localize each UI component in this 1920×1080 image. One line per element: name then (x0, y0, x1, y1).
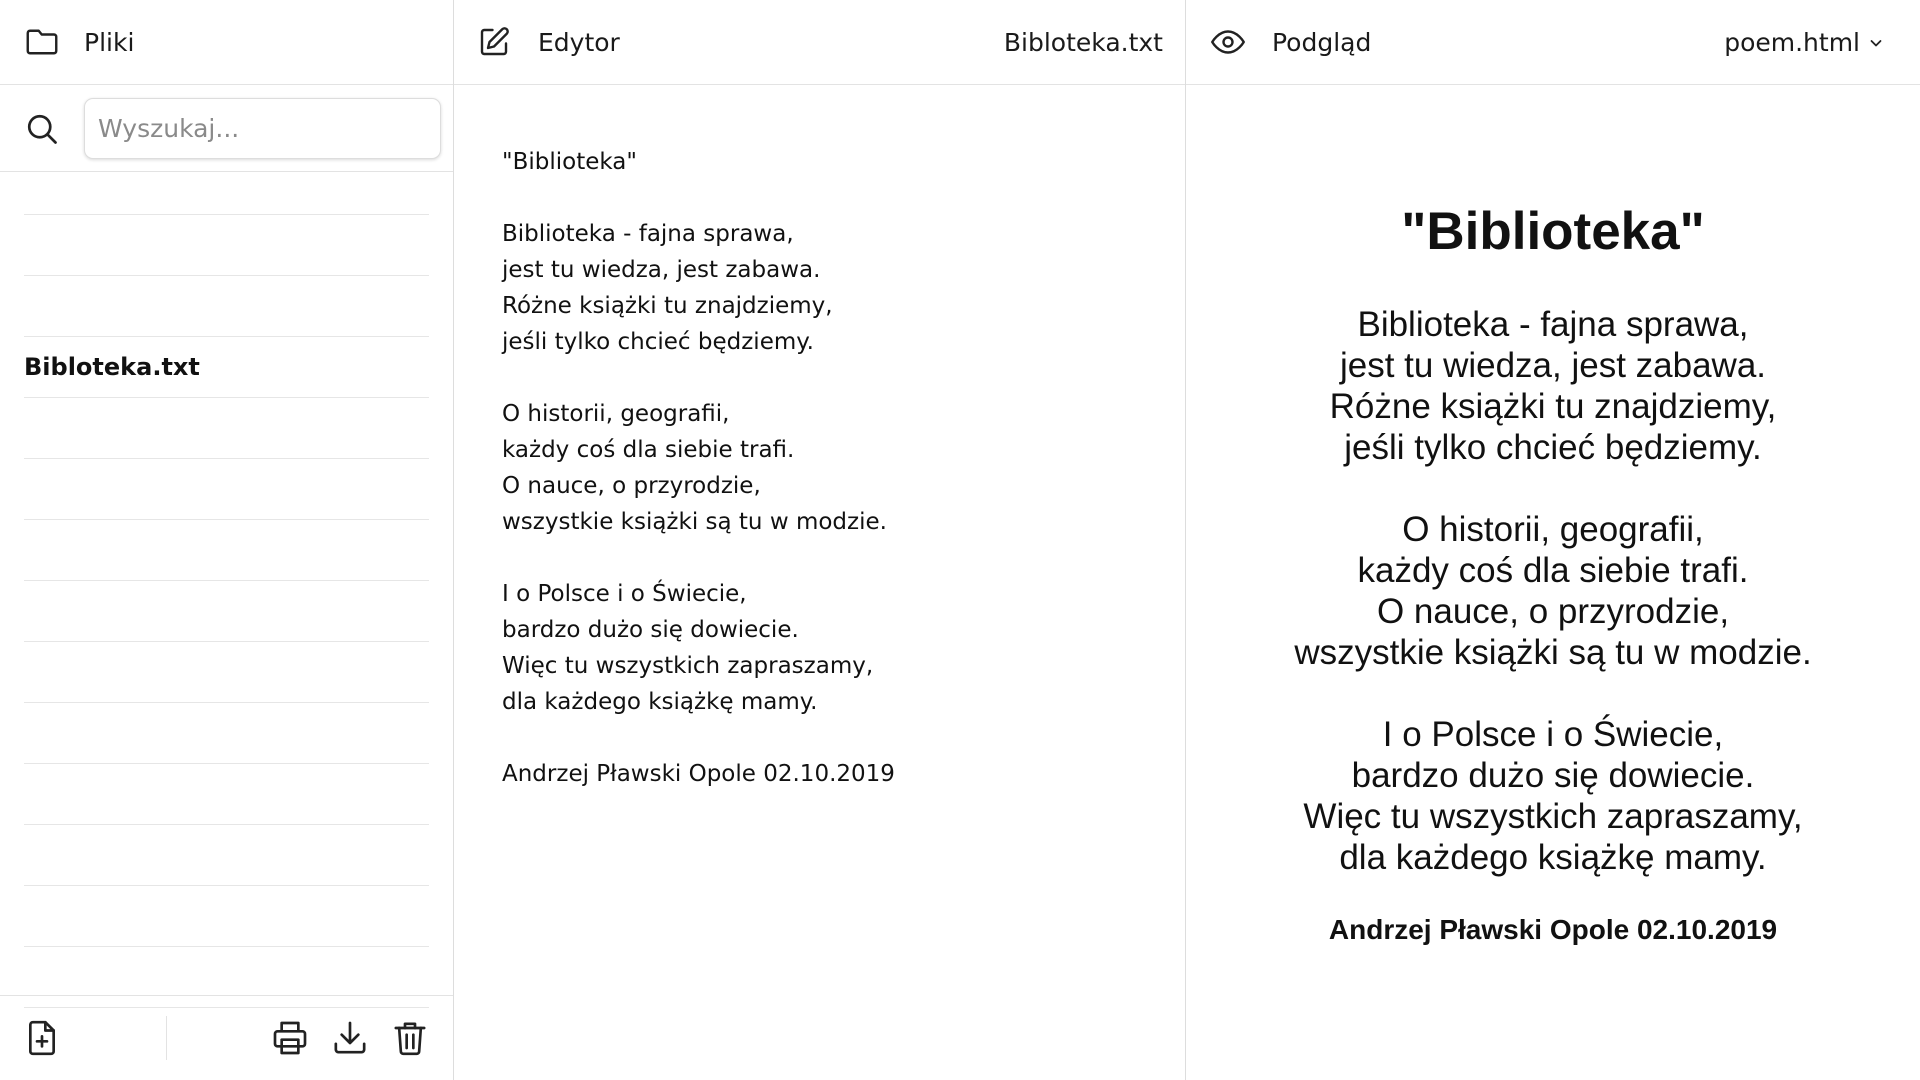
files-panel-title: Pliki (84, 28, 135, 57)
file-list-item[interactable] (24, 459, 429, 520)
poem-line: O historii, geografii, (1402, 510, 1704, 549)
preview-file-select[interactable] (1724, 0, 1884, 85)
preview-file-select-value: poem.html (1724, 28, 1860, 57)
preview-title-label: Podgląd (1272, 28, 1372, 57)
edit-icon (476, 24, 512, 60)
poem-line: wszystkie książki są tu w modzie. (1294, 633, 1812, 672)
poem-stanza (1186, 714, 1920, 878)
editor-panel (454, 0, 1186, 1080)
file-list (24, 172, 429, 1008)
preview-header (1186, 0, 1920, 85)
poem-line: Biblioteka - fajna sprawa, (1357, 305, 1749, 344)
files-panel (0, 0, 454, 1080)
poem-stanza (1186, 304, 1920, 468)
download-icon[interactable] (330, 1018, 370, 1058)
preview-panel (1186, 0, 1920, 1080)
poem-line: jest tu wiedza, jest zabawa. (1339, 346, 1767, 385)
file-list-item[interactable] (24, 764, 429, 825)
files-header (0, 0, 453, 85)
poem-line: O nauce, o przyrodzie, (1376, 592, 1730, 631)
file-list-item[interactable] (24, 215, 429, 276)
poem-line: jeśli tylko chcieć będziemy. (1344, 428, 1762, 467)
poem-line: bardzo dużo się dowiecie. (1351, 756, 1755, 795)
folder-icon (24, 24, 60, 60)
search-input[interactable] (84, 98, 441, 159)
poem-line: Więc tu wszystkich zapraszamy, (1303, 797, 1803, 836)
file-list-item[interactable] (24, 398, 429, 459)
eye-icon (1210, 24, 1246, 60)
file-list-item[interactable] (24, 886, 429, 947)
file-list-item[interactable] (24, 581, 429, 642)
file-list-item[interactable] (24, 276, 429, 337)
editor-filename: Bibloteka.txt (1003, 28, 1163, 57)
editor-header (454, 0, 1185, 85)
search-bar (0, 85, 453, 172)
poem-author: Andrzej Pławski Opole 02.10.2019 (1328, 914, 1778, 945)
file-list-item[interactable] (24, 520, 429, 581)
printer-icon[interactable] (270, 1018, 310, 1058)
file-list-item[interactable] (24, 825, 429, 886)
file-plus-icon[interactable] (22, 1018, 62, 1058)
file-list-item[interactable] (24, 703, 429, 764)
files-toolbar (0, 995, 453, 1080)
poem-title: "Biblioteka" (1401, 202, 1705, 261)
editor-textarea[interactable]: "Biblioteka" Biblioteka - fajna sprawa, jest tu wiedza, jest zabawa. Różne książki tu znajdziemy, jeśli tylko chcieć będziemy. O historii, geografii, każdy coś dla siebie trafi. O nauce, o przyrodzie, wszystkie książki są tu w modzie. I o Polsce i o Świecie, bardzo dużo się dowiecie. Więc tu wszystkich zapraszamy, dla każdego książkę mamy. Andrzej Pławski Opole 02.10.2019 (502, 149, 895, 787)
poem-line: Różne książki tu znajdziemy, (1329, 387, 1777, 426)
editor-title: Edytor (538, 28, 620, 57)
file-list-item[interactable] (24, 172, 429, 215)
file-list-item[interactable]: Bibloteka.txt (24, 337, 429, 398)
poem-stanza (1186, 509, 1920, 673)
poem-stanzas (1186, 304, 1920, 878)
poem-line: każdy coś dla siebie trafi. (1357, 551, 1749, 590)
poem-line: dla każdego książkę mamy. (1339, 838, 1767, 877)
poem-line: I o Polsce i o Świecie, (1382, 715, 1724, 754)
trash-icon[interactable] (390, 1018, 430, 1058)
preview-content (1186, 200, 1920, 948)
toolbar-divider (166, 1016, 167, 1060)
chevron-down-icon (1868, 35, 1884, 51)
search-icon[interactable] (24, 111, 60, 147)
file-list-item[interactable] (24, 642, 429, 703)
